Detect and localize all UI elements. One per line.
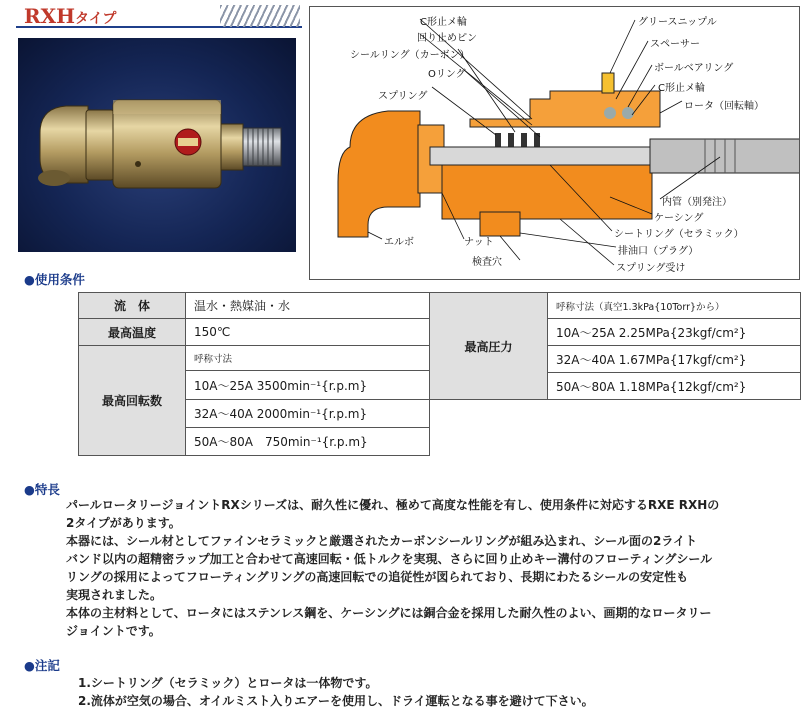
features-line: 2タイプがあります。 — [66, 516, 181, 530]
label-nut: ナット — [464, 237, 494, 248]
features-heading: ●特長 — [24, 482, 60, 497]
rotary-joint-illustration — [18, 38, 296, 252]
speed-row: 50A〜80A 750min⁻¹{r.p.m} — [185, 427, 430, 456]
label-seat-ring: シートリング（セラミック） — [614, 229, 744, 240]
features-line: 本器には、シール材としてファインセラミックと厳選されたカーボンシールリングが組み込まれ、シール面の2ライト — [66, 534, 697, 548]
fluid-label: 流 体 — [78, 292, 186, 319]
label-grease-nipple: グリースニップル — [638, 17, 717, 28]
features-text — [66, 496, 806, 640]
label-inner-pipe: 内管（別発注） — [662, 197, 732, 208]
max-speed-label: 最高回転数 — [78, 345, 186, 456]
features-line: 本体の主材料として、ロータにはステンレス鋼を、ケーシングには銅合金を採用した耐久性のよい、画期的なロータリー — [66, 606, 712, 620]
speed-nominal-size: 呼称寸法 — [185, 345, 430, 371]
label-o-ring: Oリング — [428, 69, 466, 80]
page-title — [24, 4, 116, 28]
note-line: 2.流体が空気の場合、オイルミスト入りエアーを使用し、ドライ運転となる事を避けて下さい。 — [78, 694, 594, 708]
conditions-heading: ●使用条件 — [24, 272, 85, 287]
title-main: RXH — [24, 4, 76, 28]
max-temp-label: 最高温度 — [78, 318, 186, 346]
label-stop-pin: 回り止めピン — [417, 33, 477, 44]
note-line: 1.シートリング（セラミック）とロータは一体物です。 — [78, 676, 378, 690]
label-elbow: エルボ — [384, 237, 414, 248]
label-spacer: スペーサー — [650, 39, 700, 50]
features-line: バンド以内の超精密ラップ加工と合わせて高速回転・低トルクを実現、さらに回り止めキー溝付のフローティングシール — [66, 552, 713, 566]
label-spring-seat: スプリング受け — [616, 263, 686, 274]
max-pressure-label: 最高圧力 — [429, 292, 548, 400]
title-sub: タイプ — [75, 11, 117, 27]
label-casing: ケーシング — [654, 213, 704, 224]
pressure-note: 呼称寸法（真空1.3kPa{10Torr}から） — [547, 292, 801, 319]
cross-section-diagram — [309, 6, 800, 280]
conditions-table — [78, 292, 801, 456]
notes-heading: ●注記 — [24, 658, 60, 673]
features-line: 実現されました。 — [66, 588, 163, 602]
label-c-ring-1: C形止メ輪 — [420, 17, 467, 28]
features-line: リングの採用によってフローティングリングの高速回転での追従性が図られており、長期にわたるシールの安定性も — [66, 570, 689, 584]
speed-row: 32A〜40A 2000min⁻¹{r.p.m} — [185, 399, 430, 428]
label-ball-bearing: ボールベアリング — [654, 63, 734, 74]
features-line: ジョイントです。 — [66, 624, 161, 638]
label-drain: 排油口（プラグ） — [618, 246, 699, 257]
speed-row: 10A〜25A 3500min⁻¹{r.p.m} — [185, 370, 430, 400]
pressure-row: 10A〜25A 2.25MPa{23kgf/cm²} — [547, 318, 801, 346]
label-inspection-hole: 検査穴 — [472, 257, 502, 268]
title-stripes — [220, 5, 300, 27]
label-rotor: ロータ（回転軸） — [684, 101, 764, 112]
label-c-ring-2: C形止メ輪 — [658, 83, 705, 94]
title-bar — [16, 2, 302, 28]
pressure-row: 32A〜40A 1.67MPa{17kgf/cm²} — [547, 345, 801, 373]
max-temp-value: 150℃ — [185, 318, 430, 346]
pressure-row: 50A〜80A 1.18MPa{12kgf/cm²} — [547, 372, 801, 400]
label-spring: スプリング — [378, 91, 428, 102]
product-photo — [18, 38, 296, 252]
label-seal-ring: シールリング（カーボン） — [350, 50, 470, 61]
features-line: パールロータリージョイントRXシリーズは、耐久性に優れ、極めて高度な性能を有し、使用条件に対応するRXE RXHの — [66, 498, 720, 512]
fluid-value: 温水・熱媒油・水 — [185, 292, 430, 319]
